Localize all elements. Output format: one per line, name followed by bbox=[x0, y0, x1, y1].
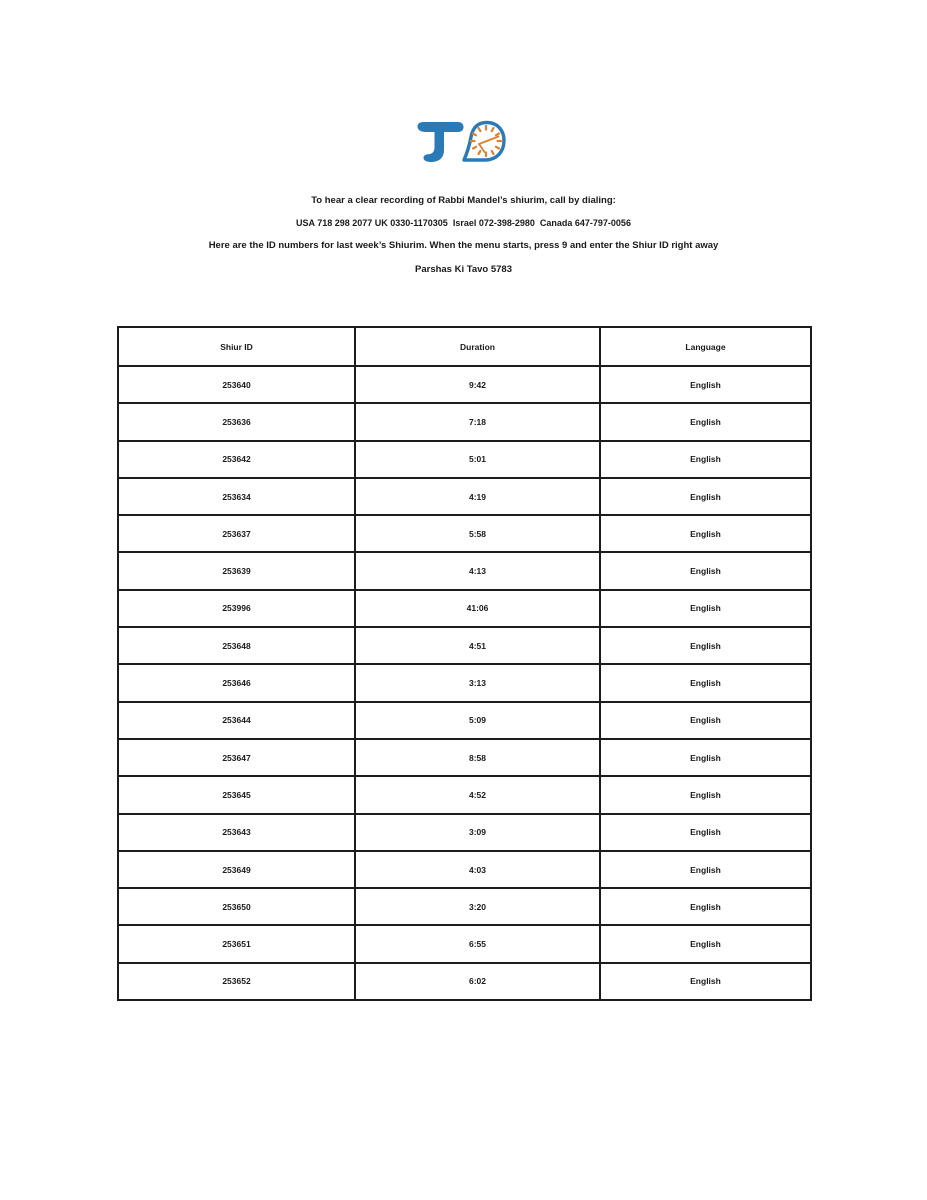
table-cell: English bbox=[600, 851, 811, 888]
table-cell: 253648 bbox=[118, 627, 355, 664]
table-cell: English bbox=[600, 515, 811, 552]
table-cell: 9:42 bbox=[355, 366, 600, 403]
table-cell: English bbox=[600, 963, 811, 1000]
table-cell: 253996 bbox=[118, 590, 355, 627]
table-cell: 253651 bbox=[118, 925, 355, 962]
table-cell: 4:51 bbox=[355, 627, 600, 664]
table-cell: 8:58 bbox=[355, 739, 600, 776]
table-row bbox=[118, 888, 811, 925]
table-cell: English bbox=[600, 814, 811, 851]
table-row bbox=[118, 776, 811, 813]
intro-line: To hear a clear recording of Rabbi Mandel’s shiurim, call by dialing: bbox=[311, 195, 616, 206]
table-cell: 7:18 bbox=[355, 403, 600, 440]
table-cell: 4:19 bbox=[355, 478, 600, 515]
table-cell: 253637 bbox=[118, 515, 355, 552]
table-cell: 5:58 bbox=[355, 515, 600, 552]
table-cell: 253647 bbox=[118, 739, 355, 776]
table-cell: 3:09 bbox=[355, 814, 600, 851]
table-row bbox=[118, 441, 811, 478]
table-row bbox=[118, 925, 811, 962]
shiurim-table-header-row bbox=[118, 327, 811, 366]
table-row bbox=[118, 478, 811, 515]
table-cell: 253642 bbox=[118, 441, 355, 478]
table-cell: 5:01 bbox=[355, 441, 600, 478]
table-cell: 253640 bbox=[118, 366, 355, 403]
table-cell: English bbox=[600, 590, 811, 627]
table-cell: 253634 bbox=[118, 478, 355, 515]
table-cell: English bbox=[600, 403, 811, 440]
column-header-duration: Duration bbox=[355, 327, 600, 366]
parsha-title: Parshas Ki Tavo 5783 bbox=[415, 264, 512, 275]
column-header-shiur-id: Shiur ID bbox=[118, 327, 355, 366]
table-cell: 253644 bbox=[118, 702, 355, 739]
table-row bbox=[118, 963, 811, 1000]
table-cell: English bbox=[600, 888, 811, 925]
table-cell: 4:03 bbox=[355, 851, 600, 888]
table-row bbox=[118, 403, 811, 440]
table-row bbox=[118, 851, 811, 888]
table-cell: 5:09 bbox=[355, 702, 600, 739]
table-cell: 6:02 bbox=[355, 963, 600, 1000]
table-cell: 3:20 bbox=[355, 888, 600, 925]
table-row bbox=[118, 664, 811, 701]
table-cell: English bbox=[600, 776, 811, 813]
table-cell: English bbox=[600, 366, 811, 403]
table-cell: 253646 bbox=[118, 664, 355, 701]
table-cell: 4:52 bbox=[355, 776, 600, 813]
table-cell: English bbox=[600, 627, 811, 664]
table-cell: English bbox=[600, 702, 811, 739]
table-cell: 253639 bbox=[118, 552, 355, 589]
table-cell: 253636 bbox=[118, 403, 355, 440]
table-row bbox=[118, 702, 811, 739]
instructions-line: Here are the ID numbers for last week’s Shiurim. When the menu starts, press 9 and enter the Shiur ID right away bbox=[208, 240, 719, 251]
logo-letter-t-icon bbox=[417, 122, 463, 162]
table-cell: 253649 bbox=[118, 851, 355, 888]
table-cell: 253645 bbox=[118, 776, 355, 813]
shiurim-table-body bbox=[118, 366, 811, 1000]
table-cell: English bbox=[600, 925, 811, 962]
table-cell: 4:13 bbox=[355, 552, 600, 589]
table-cell: English bbox=[600, 664, 811, 701]
table-cell: 253643 bbox=[118, 814, 355, 851]
shiurim-table bbox=[117, 326, 812, 1001]
table-row bbox=[118, 515, 811, 552]
table-row bbox=[118, 590, 811, 627]
table-cell: 6:55 bbox=[355, 925, 600, 962]
table-cell: 253650 bbox=[118, 888, 355, 925]
table-row bbox=[118, 552, 811, 589]
table-cell: English bbox=[600, 441, 811, 478]
table-cell: 253652 bbox=[118, 963, 355, 1000]
column-header-language: Language bbox=[600, 327, 811, 366]
table-row bbox=[118, 366, 811, 403]
table-cell: English bbox=[600, 552, 811, 589]
table-cell: 3:13 bbox=[355, 664, 600, 701]
table-row bbox=[118, 739, 811, 776]
table-cell: English bbox=[600, 478, 811, 515]
table-row bbox=[118, 627, 811, 664]
table-row bbox=[118, 814, 811, 851]
phone-numbers-line: USA 718 298 2077 UK 0330-1170305 Israel 072-398-2980 Canada 647-797-0056 bbox=[296, 218, 631, 228]
table-cell: English bbox=[600, 739, 811, 776]
table-cell: 41:06 bbox=[355, 590, 600, 627]
tcn-clock-logo bbox=[413, 114, 515, 166]
